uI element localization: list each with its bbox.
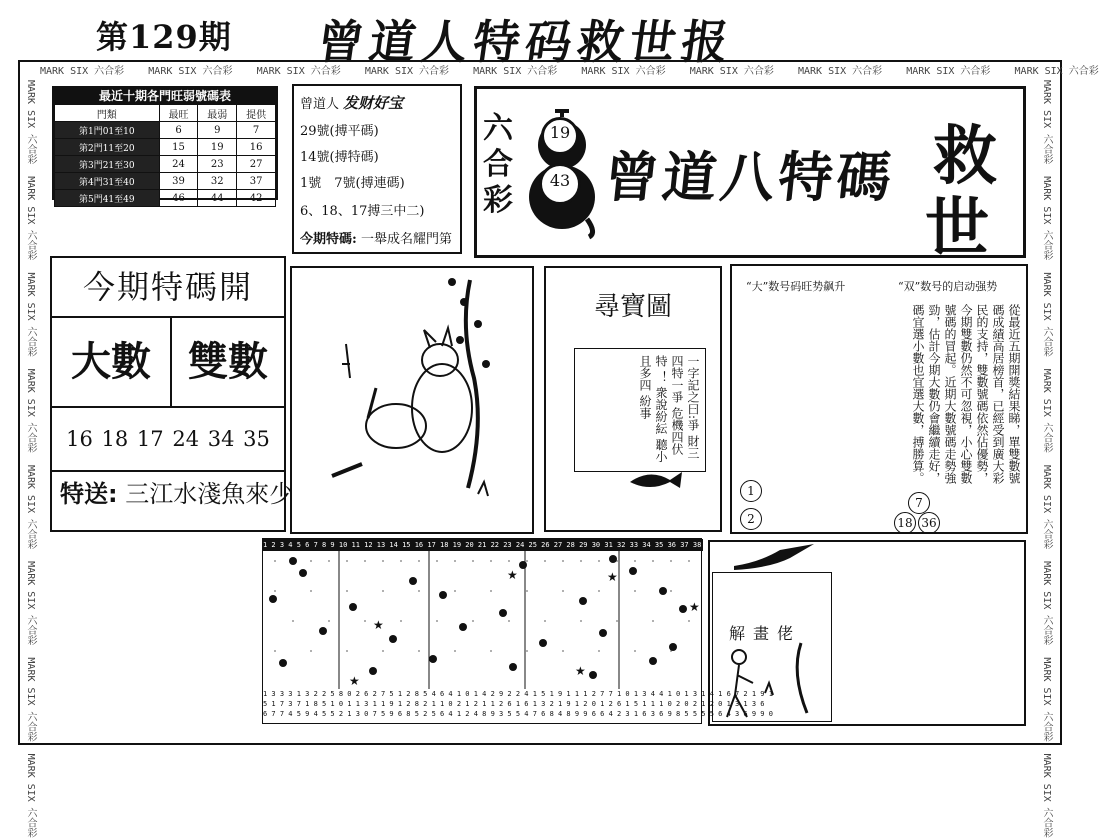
- column-header: 門類: [55, 105, 160, 122]
- special-code-big: 大數: [52, 318, 172, 408]
- watermark-strip-top: MARK SIX 六合彩 MARK SIX 六合彩 MARK SIX 六合彩 MARK SIX 六合彩 MARK SIX 六合彩 MARK SIX 六合彩 MARK SIX 六合彩 MARK SIX 六合彩 MARK SIX 六合彩 MARK SIX 六合彩: [40, 66, 1099, 77]
- table-cell: 46: [159, 190, 198, 207]
- special-code-numbers: 16 18 17 24 34 35: [52, 408, 284, 472]
- prediction-special-label: 今期特碼:: [300, 232, 357, 247]
- prediction-line: 6、18、17搏三中二): [300, 204, 425, 219]
- riddle-box: [708, 540, 1026, 726]
- row-label: 第1門01至10: [55, 122, 160, 139]
- treasure-map-poem: 一字記之曰:爭 財三四特一爭 危機四伏特 ！ 衆說紛紜 聽小且多四 紛事: [574, 348, 706, 472]
- column-header: 提供: [237, 105, 276, 122]
- analysis-body: 從最近五期開獎結果睇，單雙數號碼成績高居榜首，已經受到廣大彩民的支持，雙數號碼依然佔優勢，今期雙數仍然不可忽視，小心雙數號碼的冒起。近期大數號碼走勢強勁，估計今期大數仍會繼續走好，碼宜選小數也宜選大數，搏勝算。: [911, 304, 1021, 484]
- special-gift-label: 特送:: [60, 480, 118, 508]
- prediction-box: [292, 84, 462, 254]
- lottery-name: 六 合 彩: [483, 111, 513, 218]
- grid-dots: [263, 551, 703, 689]
- table-cell: 39: [159, 173, 198, 190]
- ball-number: 43: [539, 163, 581, 205]
- table-cell: 32: [198, 173, 237, 190]
- riddle-picture: [712, 572, 832, 722]
- watermark-strip-right: MARK SIX 六合彩 MARK SIX 六合彩 MARK SIX 六合彩 MARK SIX 六合彩 MARK SIX 六合彩 MARK SIX 六合彩 MARK SIX 六合彩 MARK SIX 六合彩: [1041, 80, 1052, 838]
- zone-table: [52, 86, 278, 205]
- ball-number: 19: [541, 117, 579, 155]
- issue-number: 第129期: [96, 18, 232, 56]
- svg-text:★: ★: [507, 568, 518, 582]
- prediction-line: 14號(搏特碼): [300, 150, 379, 165]
- grid-header: 1 2 3 4 5 6 7 8 9 10 11 12 13 14 15 16 17 18 19 20 21 22 23 24 25 26 27 28 29 30 31 32 33 34 35 36 37 38 39 40 41 42 43 44 45 46 47 48 49: [263, 541, 841, 549]
- row-label: 第2門11至20: [55, 139, 160, 156]
- analysis-article: [730, 264, 1028, 534]
- table-cell: 7: [237, 122, 276, 139]
- prediction-special: [300, 228, 452, 247]
- old-man-illustration-icon: [717, 643, 827, 719]
- circled-number: 36: [918, 512, 940, 534]
- table-cell: 37: [237, 173, 276, 190]
- table-cell: 19: [198, 139, 237, 156]
- table-cell: 27: [237, 156, 276, 173]
- table-row: [55, 122, 276, 139]
- row-label: 第5門41至49: [55, 190, 160, 207]
- special-code-title: 今期特碼開: [52, 258, 284, 318]
- grid-footer-row: 6 7 7 4 5 9 4 5 5 2 1 3 0 7 5 9 6 8 5 2 5 6 4 1 2 4 8 9 3 5 5 4 7 6 8 4 8 9 9 6 6 4 2 3 1 6 3 6 9 8 5 5 5 5 6 4 3 6 9 9 0: [263, 710, 773, 718]
- treasure-map-title: 尋寶圖: [593, 292, 672, 322]
- prediction-signature: 曾道人: [300, 97, 340, 112]
- svg-text:★: ★: [373, 618, 384, 632]
- special-code-even: 雙數: [172, 318, 284, 408]
- svg-text:★: ★: [607, 570, 618, 584]
- mouse-cartoon: [290, 266, 534, 534]
- grid-footer-row: 5 1 7 3 7 1 8 5 1 0 1 1 3 1 1 9 1 2 8 2 1 1 0 2 1 2 1 1 2 6 1 6 1 3 2 1 9 1 2 0 1 2 6 1 5 1 1 1 0 2 0 2 1 2 0 1 3 1 3 6: [263, 700, 765, 708]
- prediction-line: 1號 7號(搏連碼): [300, 176, 405, 191]
- riddle-title: 解畫佬: [729, 624, 802, 643]
- treasure-map: [544, 266, 722, 532]
- brand-shi: 世: [925, 192, 989, 266]
- brand-jiu: 救: [933, 120, 997, 194]
- masthead-title: 曾道人特码救世报: [313, 15, 738, 69]
- circled-number: 2: [740, 508, 762, 530]
- table-row: [55, 156, 276, 173]
- zone-table-header-row: [55, 105, 276, 122]
- table-cell: 6: [159, 122, 198, 139]
- table-cell: 42: [237, 190, 276, 207]
- prediction-special-value: 一舉成名耀門第: [360, 232, 452, 247]
- table-row: [55, 173, 276, 190]
- circled-number: 7: [908, 492, 930, 514]
- circled-number: 1: [740, 480, 762, 502]
- mouse-illustration-icon: [292, 268, 532, 532]
- row-label: 第3門21至30: [55, 156, 160, 173]
- grid-footer: [263, 689, 773, 719]
- table-cell: 15: [159, 139, 198, 156]
- table-cell: 44: [198, 190, 237, 207]
- special-gift-value: 三江水淺魚來少: [125, 480, 294, 508]
- svg-text:★: ★: [349, 674, 360, 688]
- table-cell: 23: [198, 156, 237, 173]
- table-cell: 16: [237, 139, 276, 156]
- svg-text:★: ★: [575, 664, 586, 678]
- row-label: 第4門31至40: [55, 173, 160, 190]
- analysis-heading-even: “双”数号的启动强势: [898, 280, 998, 293]
- prediction-signature-line: [300, 92, 403, 113]
- table-cell: 9: [198, 122, 237, 139]
- fish-icon: [626, 464, 686, 494]
- column-header: 最旺: [159, 105, 198, 122]
- table-cell: 24: [159, 156, 198, 173]
- special-gift: [60, 474, 293, 509]
- brand-name: 曾道八特碼: [601, 146, 898, 209]
- prediction-signature-hand: 发财好宝: [343, 94, 404, 112]
- watermark-strip-left: MARK SIX 六合彩 MARK SIX 六合彩 MARK SIX 六合彩 MARK SIX 六合彩 MARK SIX 六合彩 MARK SIX 六合彩 MARK SIX 六合彩 MARK SIX 六合彩: [25, 80, 36, 838]
- brush-stroke-icon: [730, 542, 820, 572]
- circled-number: 18: [894, 512, 916, 534]
- brand-logo-box: [474, 86, 1026, 266]
- table-row: [55, 139, 276, 156]
- table-row: [55, 190, 276, 207]
- prediction-line: 29號(搏平碼): [300, 124, 379, 139]
- column-header: 最弱: [198, 105, 237, 122]
- special-code-box: [50, 256, 294, 532]
- grid-footer-row: 1 3 3 3 1 3 2 2 5 8 0 2 6 2 7 5 1 2 8 5 4 6 4 1 0 1 4 2 9 2 2 4 1 5 1 9 1 1 1 2 7 7 1 0 1 3 4 4 1 0 1 3 1 4 1 6 7 2 1 9 1: [263, 690, 773, 698]
- analysis-heading-big: “大”数号码旺势飙升: [746, 280, 846, 293]
- zone-table-title: 最近十期各門旺弱號碼表: [54, 88, 276, 104]
- svg-text:★: ★: [689, 600, 700, 614]
